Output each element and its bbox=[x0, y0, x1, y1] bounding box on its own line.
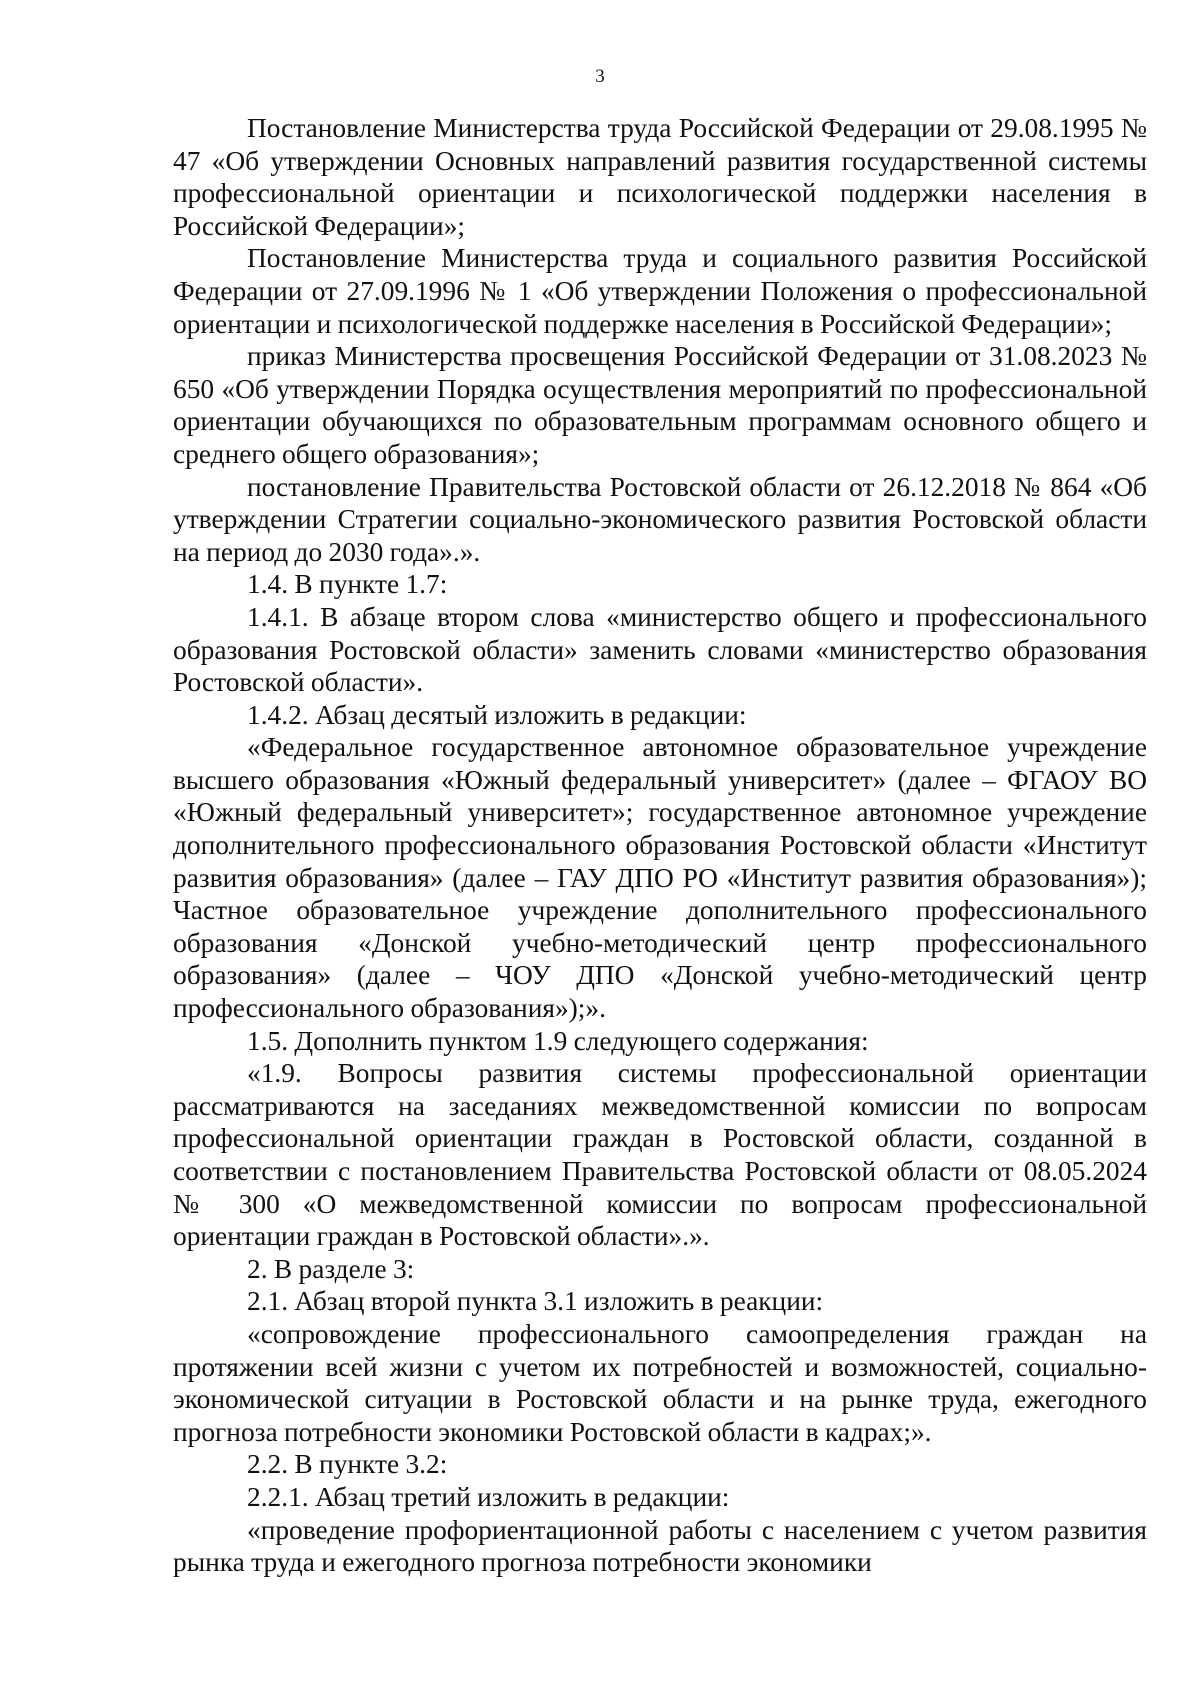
paragraph-order-minpros-2023: приказ Министерства просвещения Российской Федерации от 31.08.2023 № 650 «Об утверждении Порядка осуществления мероприятий по профессиональной ориентации обучающихся по образовательным программам основного общего и среднего общего образования»; bbox=[173, 341, 1147, 469]
paragraph-item-1-5: 1.5. Дополнить пунктом 1.9 следующего содержания: bbox=[247, 1025, 869, 1056]
paragraph-item-2-2: 2.2. В пункте 3.2: bbox=[247, 1449, 448, 1480]
page-number: 3 bbox=[595, 66, 605, 87]
paragraph-item-1-4: 1.4. В пункте 1.7: bbox=[247, 569, 448, 600]
paragraph-item-2-1: 2.1. Абзац второй пункта 3.1 изложить в реакции: bbox=[247, 1286, 824, 1317]
paragraph-item-1-9-text: «1.9. Вопросы развития системы профессиональной ориентации рассматриваются на заседаниях межведомственной комиссии по вопросам профессиональной ориентации граждан в Ростовской области, созданной в соответствии с постановлением Правительства Ростовской области от 08.05.2024 № 300 «О межведомственной комиссии по вопросам профессиональной ориентации граждан в Ростовской области».». bbox=[173, 1058, 1147, 1252]
paragraph-decree-government-2018: постановление Правительства Ростовской области от 26.12.2018 № 864 «Об утверждении Стратегии социально-экономического развития Ростовской области на период до 2030 года».». bbox=[173, 471, 1147, 567]
paragraph-decree-mintrud-1996: Постановление Министерства труда и социального развития Российской Федерации от 27.09.1996 № 1 «Об утверждении Положения о профессиональной ориентации и психологической поддержке населения в Российской Федерации»; bbox=[173, 243, 1147, 339]
paragraph-organizations-list: «Федеральное государственное автономное образовательное учреждение высшего образования «Южный федеральный университет» (далее – ФГАОУ ВО «Южный федеральный университет»; государственное автономное учреждение дополнительного профессионального образования Ростовской области «Институт развития образования» (далее – ГАУ ДПО РО «Институт развития образования»); Частное образовательное учреждение дополнительного профессионального образования «Донской учебно-методический центр профессионального образования» (далее – ЧОУ ДПО «Донской учебно-методический центр профессионального образования»);». bbox=[173, 732, 1147, 1024]
document-body bbox=[173, 112, 1147, 1579]
paragraph-item-1-4-1: 1.4.1. В абзаце втором слова «министерство общего и профессионального образования Ростовской области» заменить словами «министерство образования Ростовской области». bbox=[173, 601, 1147, 698]
paragraph-item-2-2-1: 2.2.1. Абзац третий изложить в редакции: bbox=[247, 1481, 730, 1512]
paragraph-decree-mintrud-1995: Постановление Министерства труда Российской Федерации от 29.08.1995 № 47 «Об утверждении Основных направлений развития государственной системы профессиональной ориентации и психологической поддержки населения в Российской Федерации»; bbox=[173, 113, 1147, 241]
paragraph-item-2: 2. В разделе 3: bbox=[247, 1253, 415, 1284]
paragraph-item-3-2-text: «проведение профориентационной работы с населением с учетом развития рынка труда и ежегодного прогноза потребности экономики bbox=[173, 1514, 1147, 1578]
paragraph-item-1-4-2: 1.4.2. Абзац десятый изложить в редакции: bbox=[247, 699, 747, 730]
paragraph-item-3-1-text: «сопровождение профессионального самоопределения граждан на протяжении всей жизни с учетом их потребностей и возможностей, социально-экономической ситуации в Ростовской области и на рынке труда, ежегодного прогноза потребности экономики Ростовской области в кадрах;». bbox=[173, 1318, 1147, 1447]
